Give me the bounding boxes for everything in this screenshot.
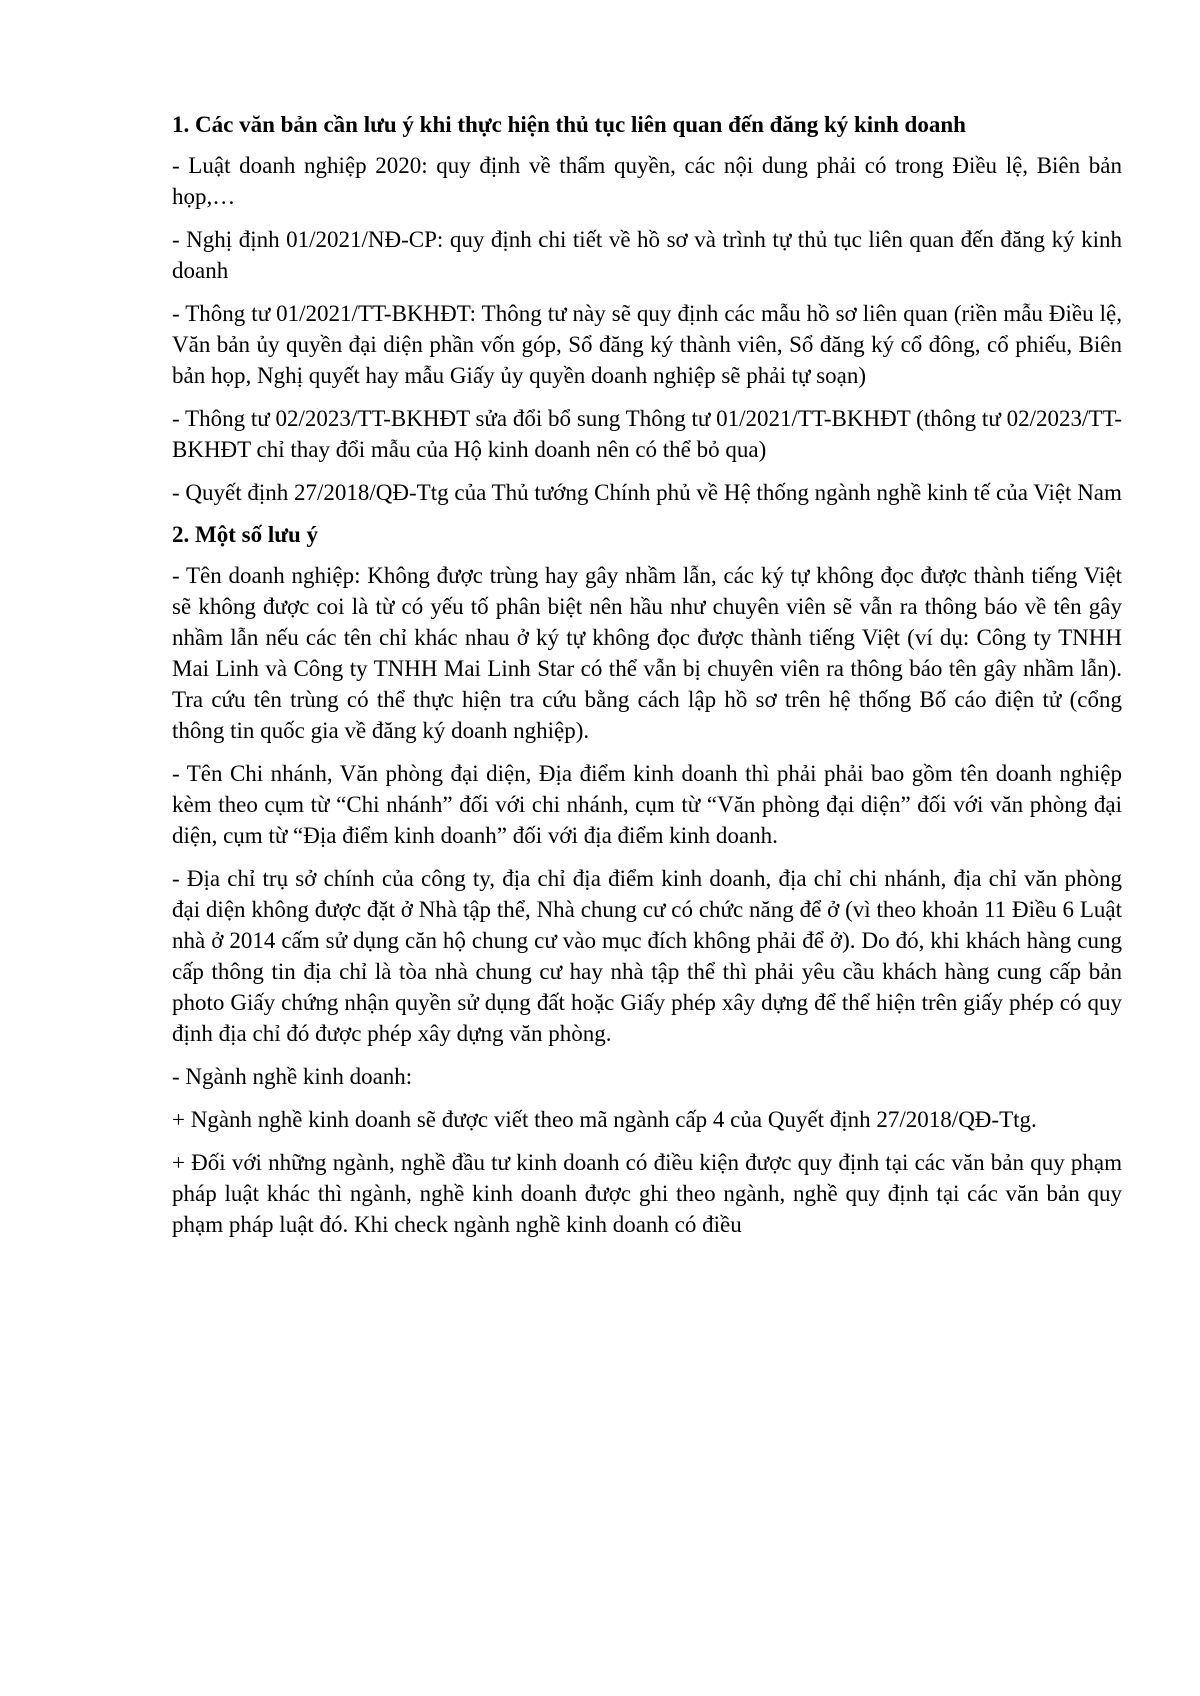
paragraph: + Đối với những ngành, nghề đầu tư kinh doanh có điều kiện được quy định tại các văn bản quy phạm pháp luật khác thì ngành, nghề kinh doanh được ghi theo ngành, nghề quy định tại các văn bản quy phạm pháp luật đó. Khi check ngành nghề kinh doanh có điều (172, 1150, 1128, 1237)
paragraph: - Thông tư 01/2021/TT-BKHĐT: Thông tư này sẽ quy định các mẫu hồ sơ liên quan (riền mẫu Điều lệ, Văn bản ủy quyền đại diện phần vốn góp, Sổ đăng ký thành viên, Sổ đăng ký cổ đông, cổ phiếu, Biên bản họp, Nghị quyết hay mẫu Giấy ủy quyền doanh nghiệp sẽ phải tự soạn) (172, 301, 1128, 388)
paragraph: - Địa chỉ trụ sở chính của công ty, địa chỉ địa điểm kinh doanh, địa chỉ chi nhánh, địa chỉ văn phòng đại diện không được đặt ở Nhà tập thể, Nhà chung cư có chức năng để ở (vì theo khoản 11 Điều 6 Luật nhà ở 2014 cấm sử dụng căn hộ chung cư vào mục đích không phải để ở). Do đó, khi khách hàng cung cấp thông tin địa chỉ là tòa nhà chung cư hay nhà tập thể thì phải yêu cầu khách hàng cung cấp bản photo Giấy chứng nhận quyền sử dụng đất hoặc Giấy phép xây dựng để thể hiện trên giấy phép có quy định địa chỉ đó được phép xây dựng văn phòng. (172, 866, 1128, 1046)
section-2-heading: 2. Một số lưu ý (172, 522, 319, 547)
paragraph: - Luật doanh nghiệp 2020: quy định về thẩm quyền, các nội dung phải có trong Điều lệ, Biên bản họp,… (172, 153, 1128, 209)
paragraph: - Ngành nghề kinh doanh: (172, 1064, 413, 1089)
paragraph: - Nghị định 01/2021/NĐ-CP: quy định chi tiết về hồ sơ và trình tự thủ tục liên quan đến đăng ký kinh doanh (172, 227, 1128, 283)
paragraph: - Tên Chi nhánh, Văn phòng đại diện, Địa điểm kinh doanh thì phải phải bao gồm tên doanh nghiệp kèm theo cụm từ “Chi nhánh” đối với chi nhánh, cụm từ “Văn phòng đại diện” đối với văn phòng đại diện, cụm từ “Địa điểm kinh doanh” đối với địa điểm kinh doanh. (172, 761, 1128, 848)
paragraph: - Thông tư 02/2023/TT-BKHĐT sửa đổi bổ sung Thông tư 01/2021/TT-BKHĐT (thông tư 02/2023/TT-BKHĐT chỉ thay đổi mẫu của Hộ kinh doanh nên có thể bỏ qua) (172, 406, 1122, 462)
paragraph: + Ngành nghề kinh doanh sẽ được viết theo mã ngành cấp 4 của Quyết định 27/2018/QĐ-Ttg. (172, 1107, 1037, 1132)
paragraph: - Quyết định 27/2018/QĐ-Ttg của Thủ tướng Chính phủ về Hệ thống ngành nghề kinh tế của Việt Nam (172, 480, 1122, 505)
paragraph: - Tên doanh nghiệp: Không được trùng hay gây nhầm lẫn, các ký tự không đọc được thành tiếng Việt sẽ không được coi là từ có yếu tố phân biệt nên hầu như chuyên viên sẽ vẫn ra thông báo về tên gây nhầm lẫn nếu các tên chỉ khác nhau ở ký tự không đọc được thành tiếng Việt (ví dụ: Công ty TNHH Mai Linh và Công ty TNHH Mai Linh Star có thể vẫn bị chuyên viên ra thông báo tên gây nhầm lẫn). Tra cứu tên trùng có thể thực hiện tra cứu bằng cách lập hồ sơ trên hệ thống Bố cáo điện tử (cổng thông tin quốc gia về đăng ký doanh nghiệp). (172, 563, 1128, 743)
document-page (172, 110, 1128, 1252)
section-1-heading: 1. Các văn bản cần lưu ý khi thực hiện thủ tục liên quan đến đăng ký kinh doanh (172, 112, 966, 137)
